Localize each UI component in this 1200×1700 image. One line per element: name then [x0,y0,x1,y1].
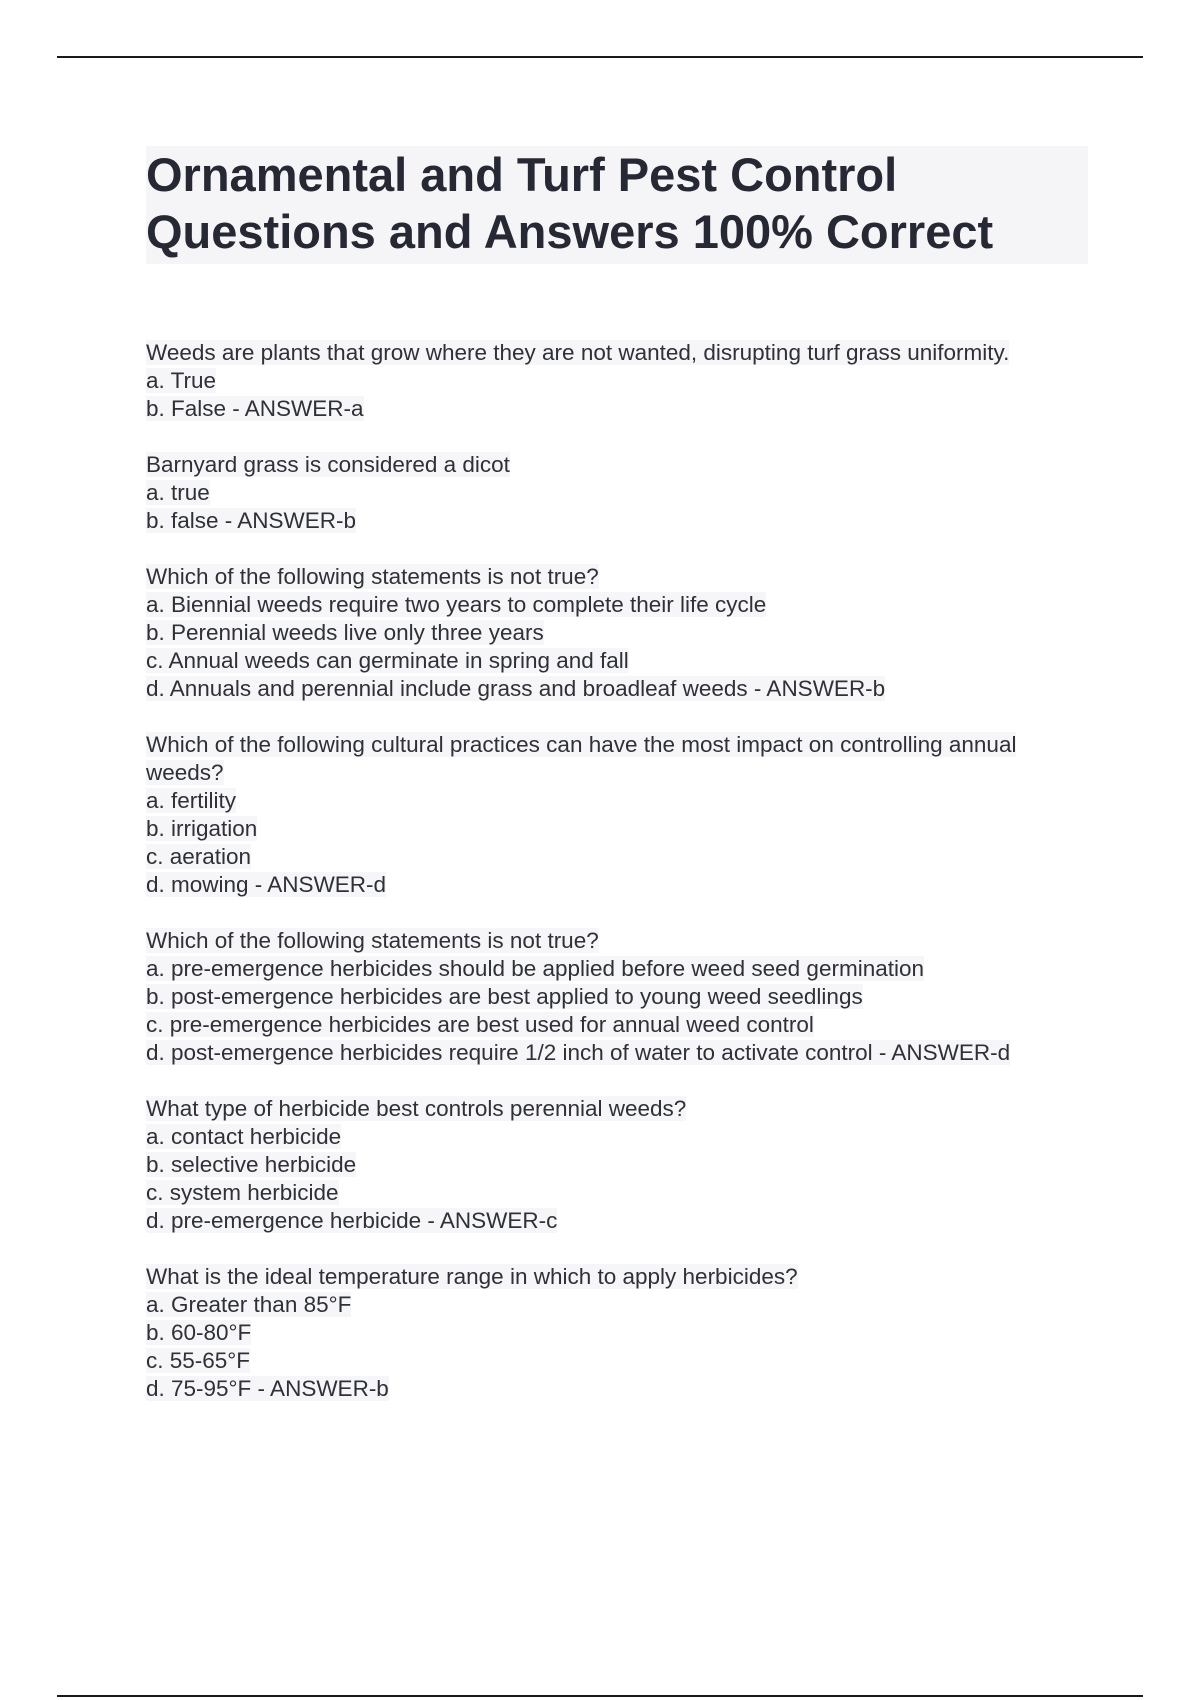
question-text-continued: weeds? [146,760,224,785]
answer-option: a. fertility [146,788,237,813]
question-text: What type of herbicide best controls perennial weeds? [146,1096,687,1121]
answer-option-with-key: d. Annuals and perennial include grass and broadleaf weeds - ANSWER-b [146,676,886,701]
answer-option: a. true [146,480,210,505]
answer-option: a. True [146,368,217,393]
question-block-2 [146,451,1096,535]
question-list [146,339,1096,1431]
question-block-3 [146,563,1096,703]
question-block-7 [146,1263,1096,1403]
answer-option: a. pre-emergence herbicides should be applied before weed seed germination [146,956,924,981]
answer-option: c. pre-emergence herbicides are best used for annual weed control [146,1012,814,1037]
document-title [146,146,1088,264]
top-rule [57,56,1143,58]
answer-option: b. 60-80°F [146,1320,252,1345]
answer-option: a. contact herbicide [146,1124,342,1149]
question-block-4 [146,731,1096,899]
answer-option-with-key: b. False - ANSWER-a [146,396,364,421]
answer-option-with-key: d. pre-emergence herbicide - ANSWER-c [146,1208,558,1233]
answer-option-with-key: d. mowing - ANSWER-d [146,872,387,897]
answer-option-with-key: d. post-emergence herbicides require 1/2 inch of water to activate control - ANSWER-d [146,1040,1011,1065]
question-text: Barnyard grass is considered a dicot [146,452,510,477]
title-line-1: Ornamental and Turf Pest Control [146,148,898,201]
answer-option: c. system herbicide [146,1180,339,1205]
answer-option: c. 55-65°F [146,1348,251,1373]
answer-option: c. Annual weeds can germinate in spring and fall [146,648,629,673]
title-line-2: Questions and Answers 100% Correct [146,205,994,258]
question-text: Which of the following statements is not true? [146,564,599,589]
answer-option: b. post-emergence herbicides are best applied to young weed seedlings [146,984,863,1009]
answer-option-with-key: b. false - ANSWER-b [146,508,357,533]
answer-option: a. Greater than 85°F [146,1292,352,1317]
question-text: Which of the following statements is not true? [146,928,599,953]
answer-option: b. Perennial weeds live only three years [146,620,544,645]
question-text: What is the ideal temperature range in which to apply herbicides? [146,1264,798,1289]
question-block-1 [146,339,1096,423]
question-text: Which of the following cultural practices can have the most impact on controlling annual [146,732,1017,757]
bottom-rule [57,1695,1143,1697]
answer-option-with-key: d. 75-95°F - ANSWER-b [146,1376,389,1401]
answer-option: a. Biennial weeds require two years to complete their life cycle [146,592,767,617]
question-block-5 [146,927,1096,1067]
question-block-6 [146,1095,1096,1235]
answer-option: b. irrigation [146,816,258,841]
question-text: Weeds are plants that grow where they are not wanted, disrupting turf grass uniformity. [146,340,1010,365]
answer-option: c. aeration [146,844,252,869]
answer-option: b. selective herbicide [146,1152,357,1177]
